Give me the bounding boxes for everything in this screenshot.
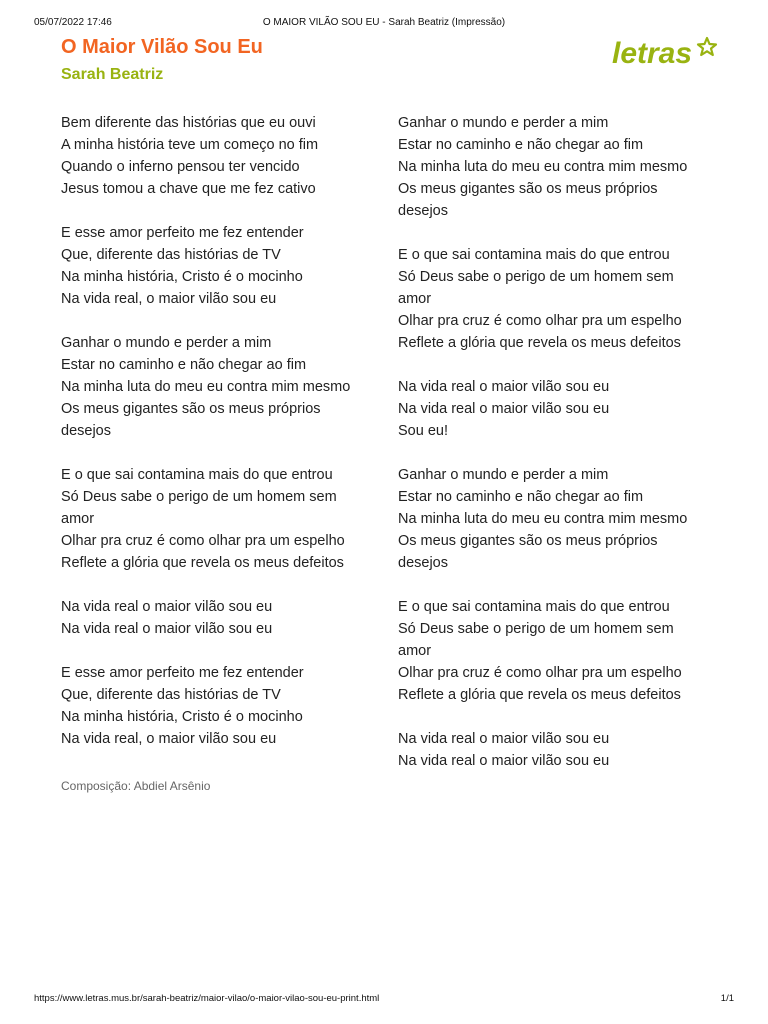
lyrics-stanza	[61, 222, 381, 310]
composer-credit: Composição: Abdiel Arsênio	[61, 779, 211, 793]
lyric-line: Na vida real o maior vilão sou eu	[398, 753, 610, 769]
lyric-line: Na minha luta do meu eu contra mim mesmo	[398, 159, 688, 175]
page-url: https://www.letras.mus.br/sarah-beatriz/maior-vilao/o-maior-vilao-sou-eu-print.html	[34, 993, 380, 1004]
lyric-line: Ganhar o mundo e perder a mim	[398, 115, 609, 131]
letras-logo	[610, 30, 720, 74]
lyric-line: amor	[61, 511, 95, 527]
lyric-line: Bem diferente das histórias que eu ouvi	[61, 115, 316, 131]
lyric-line: Sou eu!	[398, 423, 448, 439]
lyric-line: Na vida real o maior vilão sou eu	[61, 599, 273, 615]
lyrics-stanza	[398, 376, 718, 442]
lyric-line: Os meus gigantes são os meus próprios	[398, 181, 658, 197]
page-number: 1/1	[720, 993, 734, 1004]
lyric-line: Na vida real, o maior vilão sou eu	[61, 731, 277, 747]
lyric-line: Os meus gigantes são os meus próprios	[398, 533, 658, 549]
lyric-line: Só Deus sabe o perigo de um homem sem	[398, 269, 674, 285]
lyrics-stanza	[398, 464, 718, 574]
lyrics-stanza	[61, 332, 381, 442]
lyrics-stanza	[398, 596, 718, 706]
lyric-line: Estar no caminho e não chegar ao fim	[61, 357, 307, 373]
logo-text: letras	[612, 37, 693, 70]
print-header	[34, 17, 734, 31]
lyrics-stanza	[61, 464, 381, 574]
lyric-line: Na minha luta do meu eu contra mim mesmo	[398, 511, 688, 527]
lyric-line: Na vida real o maior vilão sou eu	[398, 379, 610, 395]
print-document-title: O MAIOR VILÃO SOU EU - Sarah Beatriz (Impressão)	[262, 17, 506, 28]
lyric-line: Estar no caminho e não chegar ao fim	[398, 137, 644, 153]
lyric-line: amor	[398, 643, 432, 659]
print-datetime: 05/07/2022 17:46	[34, 17, 112, 28]
lyric-line: E o que sai contamina mais do que entrou	[398, 247, 670, 263]
artist-name: Sarah Beatriz	[61, 66, 164, 83]
lyric-line: Só Deus sabe o perigo de um homem sem	[398, 621, 674, 637]
star-icon	[698, 38, 716, 55]
lyric-line: E esse amor perfeito me fez entender	[61, 225, 304, 241]
lyric-line: Na minha história, Cristo é o mocinho	[61, 269, 303, 285]
lyric-line: desejos	[398, 555, 448, 571]
lyric-line: Na vida real o maior vilão sou eu	[398, 731, 610, 747]
lyrics-stanza	[61, 662, 381, 750]
lyric-line: Só Deus sabe o perigo de um homem sem	[61, 489, 337, 505]
lyric-line: desejos	[61, 423, 111, 439]
lyric-line: Ganhar o mundo e perder a mim	[61, 335, 272, 351]
lyric-line: Estar no caminho e não chegar ao fim	[398, 489, 644, 505]
lyric-line: Que, diferente das histórias de TV	[61, 247, 281, 263]
lyric-line: desejos	[398, 203, 448, 219]
lyrics-stanza	[398, 728, 718, 772]
lyrics-stanza	[398, 112, 718, 222]
lyrics-stanza	[61, 596, 381, 640]
lyric-line: Jesus tomou a chave que me fez cativo	[61, 181, 316, 197]
lyrics-column-left	[61, 112, 381, 772]
lyrics-stanza	[61, 112, 381, 200]
lyrics-stanza	[398, 244, 718, 354]
lyric-line: Que, diferente das histórias de TV	[61, 687, 281, 703]
lyric-line: amor	[398, 291, 432, 307]
lyric-line: Na vida real o maior vilão sou eu	[61, 621, 273, 637]
lyric-line: Reflete a glória que revela os meus defeitos	[398, 335, 681, 351]
lyric-line: Reflete a glória que revela os meus defeitos	[398, 687, 681, 703]
lyric-line: E esse amor perfeito me fez entender	[61, 665, 304, 681]
song-title: O Maior Vilão Sou Eu	[61, 36, 263, 58]
lyric-line: E o que sai contamina mais do que entrou	[398, 599, 670, 615]
lyric-line: Quando o inferno pensou ter vencido	[61, 159, 300, 175]
lyric-line: Na vida real o maior vilão sou eu	[398, 401, 610, 417]
lyric-line: Olhar pra cruz é como olhar pra um espelho	[61, 533, 345, 549]
lyric-line: Na vida real, o maior vilão sou eu	[61, 291, 277, 307]
lyric-line: Os meus gigantes são os meus próprios	[61, 401, 321, 417]
lyric-line: A minha história teve um começo no fim	[61, 137, 319, 153]
lyric-line: Na minha história, Cristo é o mocinho	[61, 709, 303, 725]
lyric-line: Ganhar o mundo e perder a mim	[398, 467, 609, 483]
lyric-line: Olhar pra cruz é como olhar pra um espelho	[398, 665, 682, 681]
print-footer	[34, 993, 734, 1007]
lyric-line: Na minha luta do meu eu contra mim mesmo	[61, 379, 351, 395]
lyric-line: Reflete a glória que revela os meus defeitos	[61, 555, 344, 571]
lyric-line: Olhar pra cruz é como olhar pra um espelho	[398, 313, 682, 329]
lyrics-column-right	[398, 112, 718, 794]
lyric-line: E o que sai contamina mais do que entrou	[61, 467, 333, 483]
